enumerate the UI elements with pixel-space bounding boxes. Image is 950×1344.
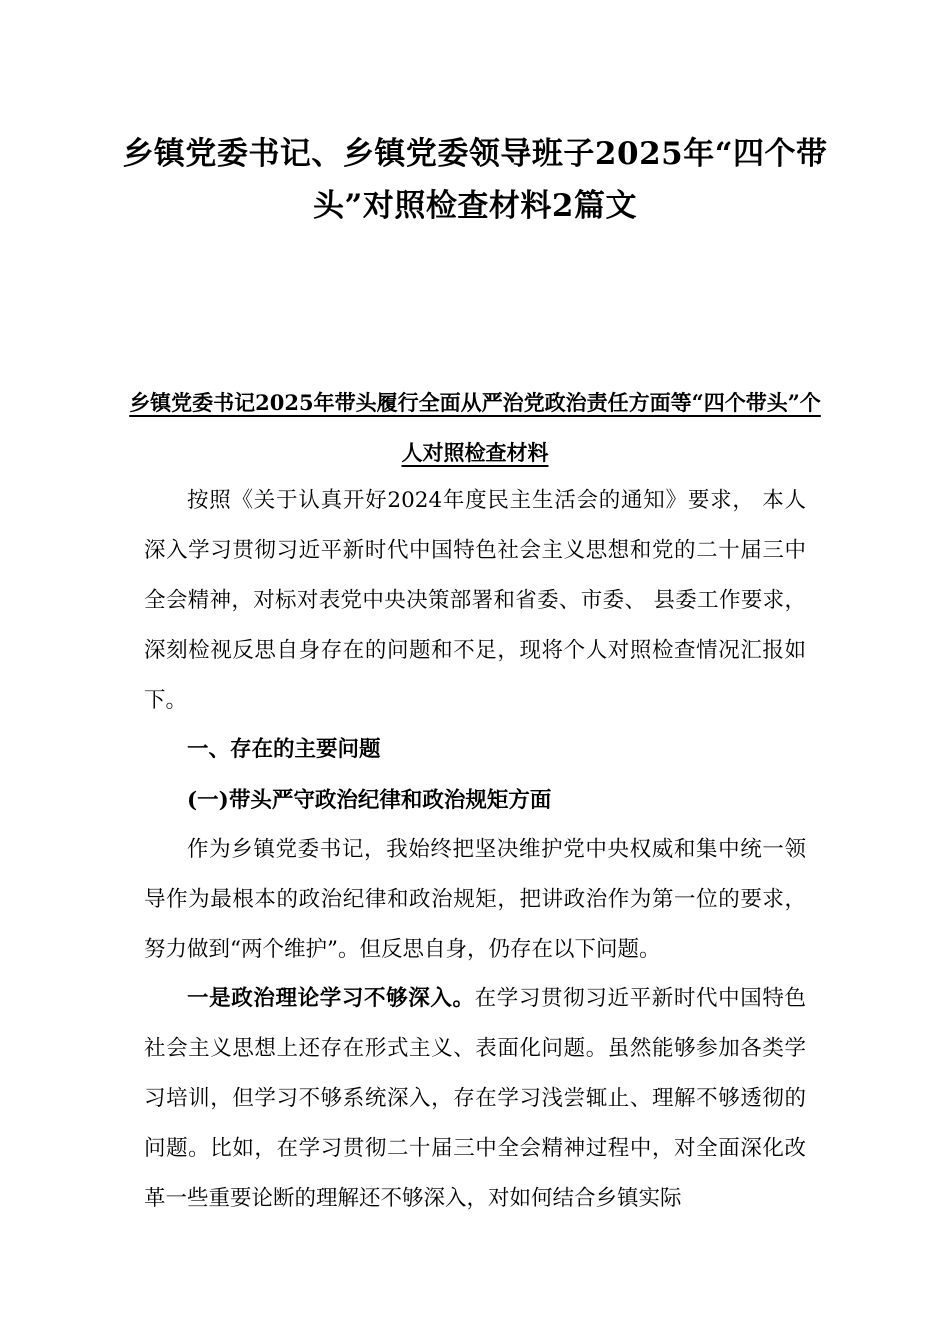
paragraph-2-text	[144, 974, 806, 1224]
paragraph-1	[144, 825, 806, 975]
paragraph-1-text: 作为乡镇党委书记，我始终把坚决维护党中央权威和集中统一领导作为最根本的政治纪律和政治规矩，把讲政治作为第一位的要求，努力做到“两个维护”。但反思自身，仍存在以下问题。	[144, 837, 806, 962]
section-title: 乡镇党委书记2025年带头履行全面从严治党政治责任方面等“四个带头”个人对照检查材料	[129, 390, 821, 465]
heading-main	[144, 725, 806, 775]
document-title: 乡镇党委书记、乡镇党委领导班子2025年“四个带头”对照检查材料2篇文	[122, 136, 828, 224]
paragraph-2	[144, 974, 806, 1224]
paragraph-2-lead: 一是政治理论学习不够深入。	[187, 986, 475, 1011]
intro-paragraph-text: 按照《关于认真开好2024年度民主生活会的通知》要求， 本人深入学习贯彻习近平新时代中国特色社会主义思想和党的二十届三中全会精神，对标对表党中央决策部署和省委、市委、 县委工作要求，深刻检视反思自身存在的问题和不足，现将个人对照检查情况汇报如下。	[144, 488, 806, 713]
paragraph-2-body: 在学习贯彻习近平新时代中国特色社会主义思想上还存在形式主义、表面化问题。虽然能够参加各类学习培训，但学习不够系统深入，存在学习浅尝辄止、理解不够透彻的问题。比如，在学习贯彻二十届三中全会精神过程中，对全面深化改革一些重要论断的理解还不够深入，对如何结合乡镇实际	[144, 986, 806, 1211]
intro-paragraph	[144, 476, 806, 726]
heading-sub	[144, 776, 806, 826]
heading-main-text: 一、存在的主要问题	[187, 737, 381, 762]
heading-sub-text: (一)带头严守政治纪律和政治规矩方面	[187, 788, 552, 813]
